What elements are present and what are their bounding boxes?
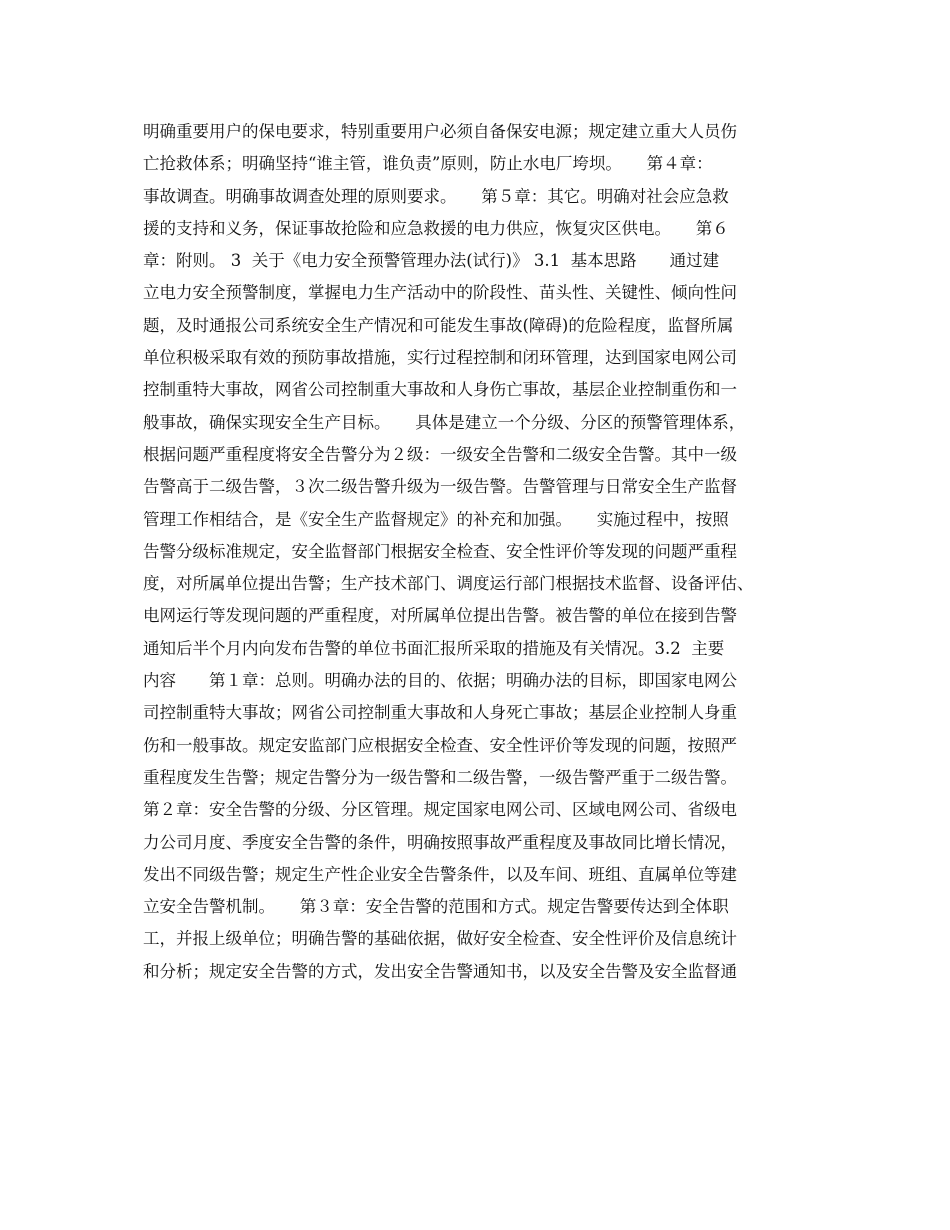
text-line: 题，及时通报公司系统安全生产情况和可能发生事故(障碍)的危险程度，监督所属 xyxy=(143,315,734,335)
text-line: 立电力安全预警制度，掌握电力生产活动中的阶段性、苗头性、关键性、倾向性问 xyxy=(143,283,737,303)
text-line: 度，对所属单位提出告警；生产技术部门、调度运行部门根据技术监督、设备评估、 xyxy=(143,574,754,594)
text-line: 章：附则。 3 关于《电力安全预警管理办法(试行)》 3.1 基本思路 通过建 xyxy=(143,251,720,271)
text-line: 重程度发生告警；规定告警分为一级告警和二级告警，一级告警严重于二级告警。 xyxy=(143,767,737,787)
text-line: 力公司月度、季度安全告警的条件，明确按照事故严重程度及事故同比增长情况， xyxy=(143,832,737,852)
text-line: 电网运行等发现问题的严重程度，对所属单位提出告警。被告警的单位在接到告警 xyxy=(143,606,737,626)
text-line: 司控制重特大事故；网省公司控制重大事故和人身死亡事故；基层企业控制人身重 xyxy=(143,703,737,723)
text-line: 和分析；规定安全告警的方式，发出安全告警通知书，以及安全告警及安全监督通 xyxy=(143,961,737,981)
text-line: 事故调查。明确事故调查处理的原则要求。 第５章：其它。明确对社会应急救 xyxy=(143,186,729,206)
text-line: 立安全告警机制。 第３章：安全告警的范围和方式。规定告警要传达到全体职 xyxy=(143,897,729,917)
text-line: 告警高于二级告警，３次二级告警升级为一级告警。告警管理与日常安全生产监督 xyxy=(143,477,737,497)
text-line: 根据问题严重程度将安全告警分为２级：一级安全告警和二级安全告警。其中一级 xyxy=(143,444,737,464)
text-line: 管理工作相结合，是《安全生产监督规定》的补充和加强。 实施过程中，按照 xyxy=(143,509,729,529)
text-line: 内容 第１章：总则。明确办法的目的、依据；明确办法的目标，即国家电网公 xyxy=(143,671,737,691)
text-line: 单位积极采取有效的预防事故措施，实行过程控制和闭环管理，达到国家电网公司 xyxy=(143,348,737,368)
text-line: 亡抢救体系；明确坚持“谁主管，谁负责”原则，防止水电厂垮坝。 第４章： xyxy=(143,154,713,174)
body-text xyxy=(143,116,833,988)
text-line: 伤和一般事故。规定安监部门应根据安全检查、安全性评价等发现的问题，按照严 xyxy=(143,735,737,755)
text-line: 通知后半个月内向发布告警的单位书面汇报所采取的措施及有关情况。3.2 主要 xyxy=(143,638,725,658)
text-line: 工，并报上级单位；明确告警的基础依据，做好安全检查、安全性评价及信息统计 xyxy=(143,929,737,949)
text-line: 般事故，确保实现安全生产目标。 具体是建立一个分级、分区的预警管理体系， xyxy=(143,412,746,432)
text-line: 明确重要用户的保电要求，特别重要用户必须自备保安电源；规定建立重大人员伤 xyxy=(143,122,737,141)
text-line: 发出不同级告警；规定生产性企业安全告警条件，以及车间、班组、直属单位等建 xyxy=(143,864,737,884)
text-line: 控制重特大事故，网省公司控制重大事故和人身伤亡事故，基层企业控制重伤和一 xyxy=(143,380,737,400)
text-line: 援的支持和义务，保证事故抢险和应急救援的电力供应，恢复灾区供电。 第６ xyxy=(143,218,729,238)
text-line: 告警分级标准规定，安全监督部门根据安全检查、安全性评价等发现的问题严重程 xyxy=(143,541,737,561)
text-line: 第２章：安全告警的分级、分区管理。规定国家电网公司、区域电网公司、省级电 xyxy=(143,800,737,820)
